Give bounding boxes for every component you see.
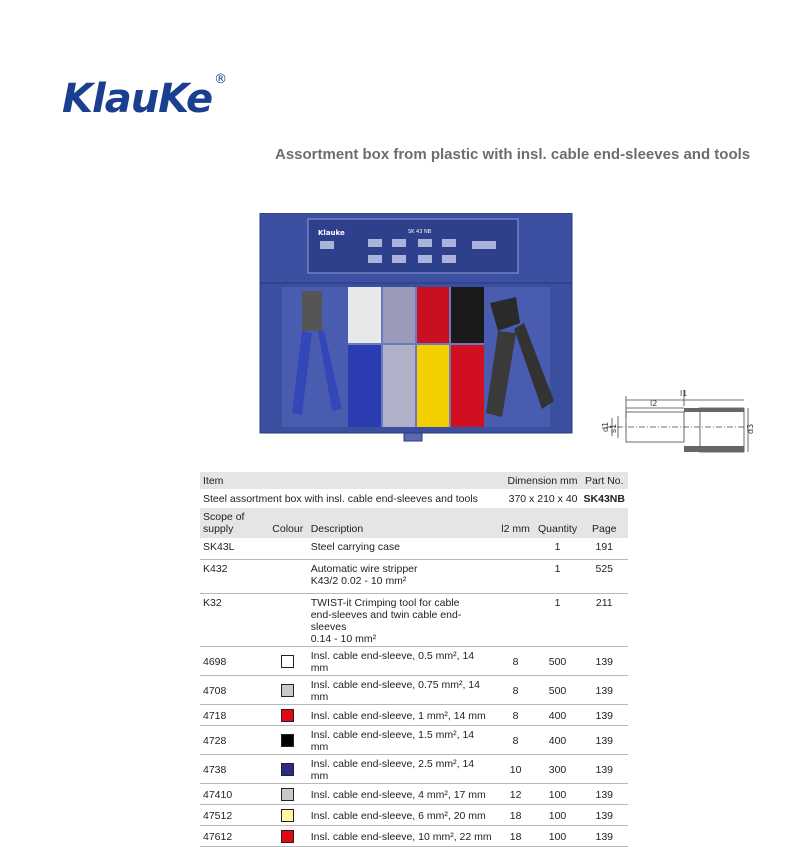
table-row <box>200 825 628 846</box>
colour-swatch <box>281 709 294 722</box>
sub-header-quantity: Quantity <box>535 508 581 538</box>
row-colour <box>268 783 308 804</box>
colour-swatch <box>281 684 294 697</box>
row-l2: 18 <box>497 825 535 846</box>
row-page: 139 <box>581 646 628 675</box>
row-colour <box>268 754 308 783</box>
table-row <box>200 804 628 825</box>
row-quantity: 100 <box>535 804 581 825</box>
row-l2 <box>497 559 535 593</box>
row-scope: 47512 <box>200 804 268 825</box>
sub-header-description: Description <box>308 508 497 538</box>
sub-header-l2: l2 mm <box>497 508 535 538</box>
header-part-no: Part No. <box>581 472 628 489</box>
label-l2: l2 <box>650 399 658 408</box>
label-d1: d1 <box>601 421 610 432</box>
colour-swatch <box>281 763 294 776</box>
row-colour <box>268 538 308 559</box>
row-scope: K432 <box>200 559 268 593</box>
row-description: TWIST-it Crimping tool for cable end-sleeves and twin cable end-sleeves 0.14 - 10 mm² <box>308 593 497 646</box>
row-description: Insl. cable end-sleeve, 1 mm², 14 mm <box>308 704 497 725</box>
klauke-logo <box>62 72 227 122</box>
row-l2: 8 <box>497 675 535 704</box>
sleeve-dimension-drawing <box>596 388 756 460</box>
product-part-no: SK43NB <box>583 492 625 505</box>
row-colour <box>268 559 308 593</box>
table-row <box>200 559 628 593</box>
row-scope: 47410 <box>200 783 268 804</box>
row-page: 139 <box>581 754 628 783</box>
row-colour <box>268 675 308 704</box>
table-row <box>200 646 628 675</box>
row-l2: 8 <box>497 725 535 754</box>
box-label-text: Klauke <box>318 229 345 237</box>
row-scope: 4738 <box>200 754 268 783</box>
row-quantity: 400 <box>535 704 581 725</box>
row-l2: 10 <box>497 754 535 783</box>
table-row <box>200 704 628 725</box>
table-row <box>200 538 628 559</box>
row-quantity: 1 <box>535 559 581 593</box>
sub-header-page: Page <box>581 508 628 538</box>
row-page: 525 <box>581 559 628 593</box>
colour-swatch <box>281 788 294 801</box>
row-scope: 4718 <box>200 704 268 725</box>
row-scope: 4698 <box>200 646 268 675</box>
row-description: Insl. cable end-sleeve, 10 mm², 22 mm <box>308 825 497 846</box>
spec-table <box>200 472 628 847</box>
sub-header-scope: Scope of supply <box>200 508 268 538</box>
label-s1: s1 <box>609 423 618 433</box>
row-scope: SK43L <box>200 538 268 559</box>
row-description: Insl. cable end-sleeve, 6 mm², 20 mm <box>308 804 497 825</box>
row-quantity: 500 <box>535 675 581 704</box>
registered-mark: ® <box>214 72 227 87</box>
colour-swatch <box>281 734 294 747</box>
row-scope: 4708 <box>200 675 268 704</box>
row-colour <box>268 646 308 675</box>
row-page: 211 <box>581 593 628 646</box>
label-d3: d3 <box>746 423 755 434</box>
row-quantity: 400 <box>535 725 581 754</box>
row-page: 139 <box>581 825 628 846</box>
colour-swatch <box>281 830 294 843</box>
table-row <box>200 593 628 646</box>
row-description: Insl. cable end-sleeve, 0.5 mm², 14 mm <box>308 646 497 675</box>
row-description: Automatic wire stripper K43/2 0.02 - 10 mm² <box>308 559 497 593</box>
page-subtitle: Assortment box from plastic with insl. cable end-sleeves and tools <box>275 146 751 163</box>
row-page: 139 <box>581 725 628 754</box>
row-l2: 8 <box>497 646 535 675</box>
row-description: Insl. cable end-sleeve, 2.5 mm², 14 mm <box>308 754 497 783</box>
box-code: SK 43 NB <box>408 229 432 235</box>
product-photo <box>258 213 574 443</box>
row-scope: K32 <box>200 593 268 646</box>
row-colour <box>268 725 308 754</box>
product-item: Steel assortment box with insl. cable end-sleeves and tools <box>203 492 478 505</box>
row-l2: 8 <box>497 704 535 725</box>
table-row <box>200 725 628 754</box>
product-dimension: 370 x 210 x 40 <box>508 492 578 505</box>
row-colour <box>268 825 308 846</box>
row-scope: 4728 <box>200 725 268 754</box>
table-row <box>200 675 628 704</box>
row-l2 <box>497 538 535 559</box>
row-quantity: 100 <box>535 825 581 846</box>
row-description: Insl. cable end-sleeve, 4 mm², 17 mm <box>308 783 497 804</box>
row-scope: 47612 <box>200 825 268 846</box>
table-header-row <box>200 472 628 489</box>
row-l2: 12 <box>497 783 535 804</box>
table-row <box>200 783 628 804</box>
row-page: 139 <box>581 675 628 704</box>
row-quantity: 500 <box>535 646 581 675</box>
colour-swatch <box>281 655 294 668</box>
row-quantity: 300 <box>535 754 581 783</box>
row-page: 139 <box>581 783 628 804</box>
header-item: Item <box>200 472 497 489</box>
row-page: 139 <box>581 804 628 825</box>
scope-header-row <box>200 508 628 538</box>
product-row <box>200 489 628 508</box>
sub-header-colour: Colour <box>268 508 308 538</box>
row-l2: 18 <box>497 804 535 825</box>
row-quantity: 1 <box>535 538 581 559</box>
colour-swatch <box>281 809 294 822</box>
row-description: Insl. cable end-sleeve, 0.75 mm², 14 mm <box>308 675 497 704</box>
row-colour <box>268 704 308 725</box>
row-description: Insl. cable end-sleeve, 1.5 mm², 14 mm <box>308 725 497 754</box>
row-page: 191 <box>581 538 628 559</box>
row-quantity: 100 <box>535 783 581 804</box>
logo-text: KlauKe <box>62 76 213 122</box>
scope-rows <box>200 538 628 846</box>
row-colour <box>268 593 308 646</box>
row-description: Steel carrying case <box>308 538 497 559</box>
label-l1: l1 <box>680 389 688 398</box>
row-quantity: 1 <box>535 593 581 646</box>
header-dimension: Dimension mm <box>497 472 581 489</box>
row-l2 <box>497 593 535 646</box>
row-page: 139 <box>581 704 628 725</box>
table-row <box>200 754 628 783</box>
row-colour <box>268 804 308 825</box>
